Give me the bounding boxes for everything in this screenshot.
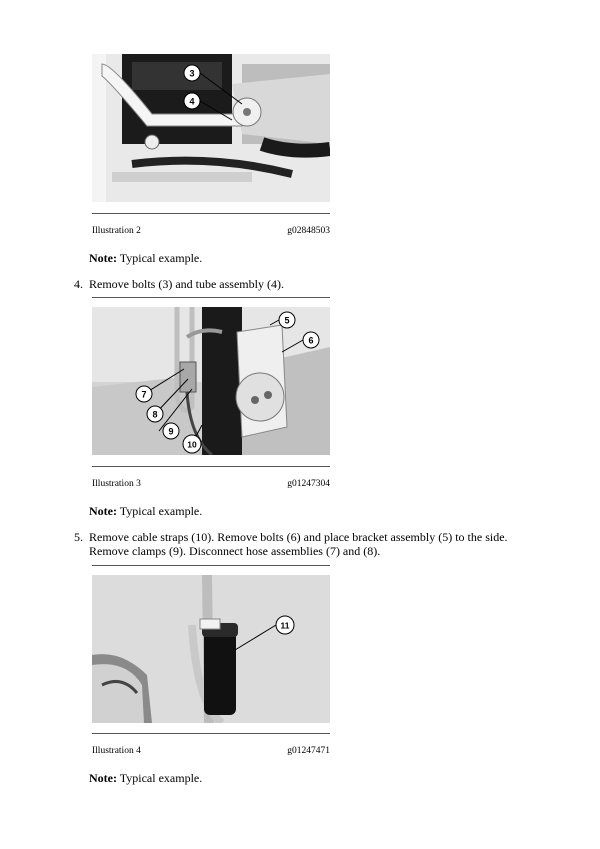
step-5 — [74, 530, 529, 558]
note-3-label: Note: — [89, 771, 117, 785]
callout-11-label: 11 — [280, 620, 290, 631]
illustration-2-code: g02848503 — [287, 226, 330, 236]
illustration-2-drawing — [92, 54, 330, 202]
step-5-number: 5. — [74, 530, 83, 544]
illustration-4-rule — [92, 733, 330, 734]
note-2-label: Note: — [89, 504, 117, 518]
step-5-text: Remove cable straps (10). Remove bolts (6) and place bracket assembly (5) to the side. Remove clamps (9). Disconnect hose assemblies (7) and (8). — [89, 530, 508, 558]
note-2 — [89, 504, 202, 519]
illustration-2-label: Illustration 2 — [92, 226, 141, 236]
callout-3 — [184, 65, 200, 81]
note-1 — [89, 251, 202, 266]
callout-5 — [279, 312, 295, 328]
illustration-3-photo — [92, 307, 330, 455]
callout-9-label: 9 — [168, 426, 174, 437]
illustration-3-drawing — [92, 307, 330, 455]
illustration-4-top-rule — [92, 565, 330, 566]
illustration-2-rule — [92, 213, 330, 214]
callout-4 — [184, 93, 200, 109]
illustration-3-label: Illustration 3 — [92, 479, 141, 489]
step-4-text: Remove bolts (3) and tube assembly (4). — [89, 277, 284, 291]
illustration-3-rule — [92, 466, 330, 467]
step-4-number: 4. — [74, 277, 83, 291]
illustration-2-photo — [92, 54, 330, 202]
illustration-3-caption — [92, 479, 330, 489]
callout-7-label: 7 — [141, 389, 147, 400]
illustration-3-top-rule — [92, 297, 330, 298]
illustration-3-code: g01247304 — [287, 479, 330, 489]
note-3-text: Typical example. — [119, 771, 203, 785]
callout-6 — [303, 332, 319, 348]
callout-7 — [136, 386, 152, 402]
illustration-2-caption — [92, 226, 330, 236]
callout-10-label: 10 — [187, 439, 197, 450]
illustration-4-code: g01247471 — [287, 746, 330, 756]
callout-11 — [276, 616, 294, 634]
callout-4-label: 4 — [189, 96, 195, 107]
note-3 — [89, 771, 202, 786]
note-1-text: Typical example. — [119, 251, 203, 265]
illustration-4-photo — [92, 575, 330, 723]
callout-8 — [147, 406, 163, 422]
step-4 — [74, 277, 529, 291]
note-1-label: Note: — [89, 251, 117, 265]
callout-10 — [183, 435, 201, 453]
illustration-4-caption — [92, 746, 330, 756]
callout-6-label: 6 — [308, 335, 314, 346]
illustration-4-drawing — [92, 575, 330, 723]
note-2-text: Typical example. — [119, 504, 203, 518]
callout-8-label: 8 — [152, 409, 158, 420]
callout-5-label: 5 — [284, 315, 290, 326]
illustration-4-label: Illustration 4 — [92, 746, 141, 756]
callout-3-label: 3 — [189, 68, 195, 79]
callout-9 — [163, 423, 179, 439]
